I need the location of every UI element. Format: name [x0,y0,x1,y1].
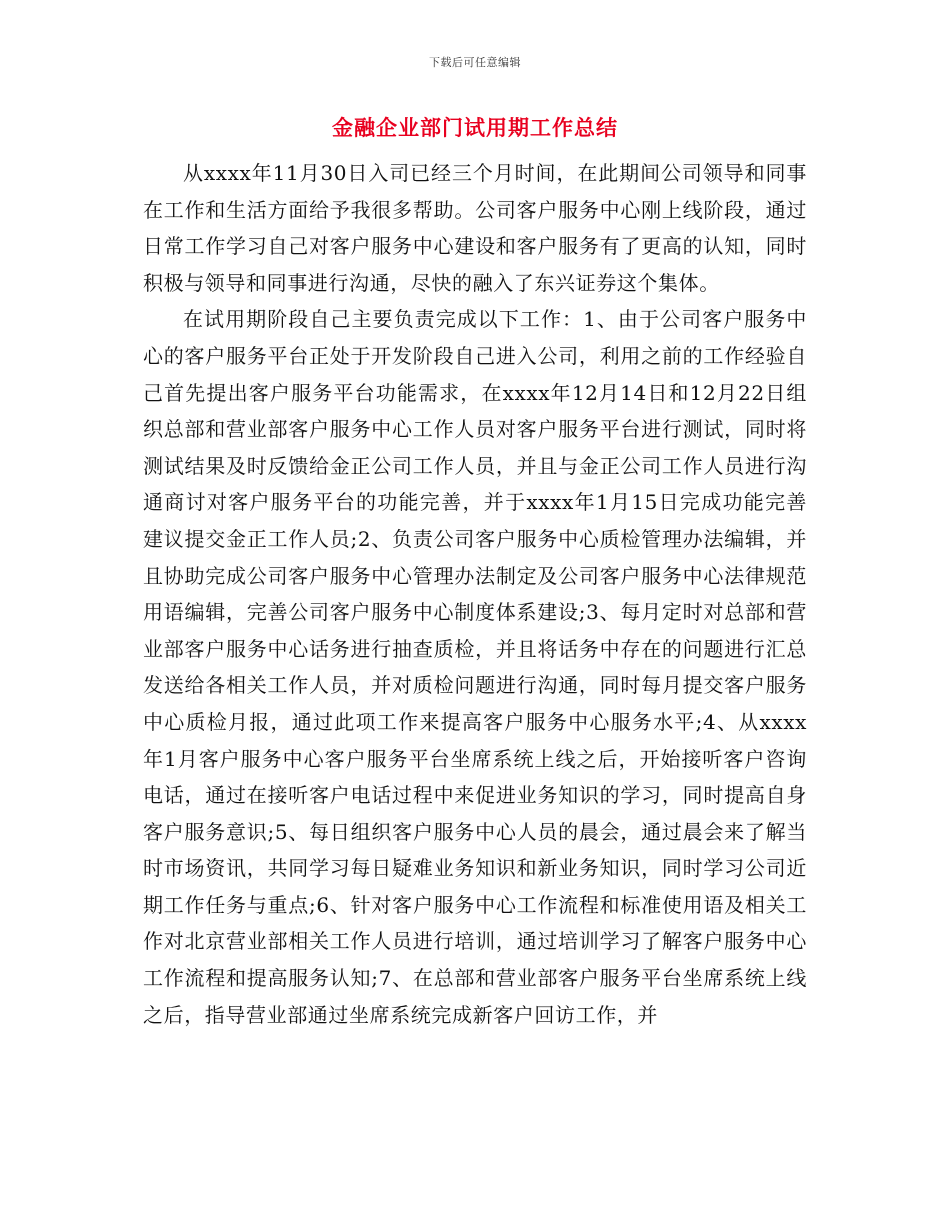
header-note: 下载后可任意编辑 [429,56,521,69]
document-body [143,155,807,1033]
paragraph-work-list: 在试用期阶段自己主要负责完成以下工作：1、由于公司客户服务中心的客户服务平台正处于开发阶段自己进入公司，利用之前的工作经验自己首先提出客户服务平台功能需求，在xxxx年12月14日和12月22日组织总部和营业部客户服务中心工作人员对客户服务平台进行测试，同时将测试结果及时反馈给金正公司工作人员，并且与金正公司工作人员进行沟通商讨对客户服务平台的功能完善，并于xxxx年1月15日完成功能完善建议提交金正工作人员;2、负责公司客户服务中心质检管理办法编辑，并且协助完成公司客户服务中心管理办法制定及公司客户服务中心法律规范用语编辑，完善公司客户服务中心制度体系建设;3、每月定时对总部和营业部客户服务中心话务进行抽查质检，并且将话务中存在的问题进行汇总发送给各相关工作人员，并对质检问题进行沟通，同时每月提交客户服务中心质检月报，通过此项工作来提高客户服务中心服务水平;4、从xxxx年1月客户服务中心客户服务平台坐席系统上线之后，开始接听客户咨询电话，通过在接听客户电话过程中来促进业务知识的学习，同时提高自身客户服务意识;5、每日组织客户服务中心人员的晨会，通过晨会来了解当时市场资讯，共同学习每日疑难业务知识和新业务知识，同时学习公司近期工作任务与重点;6、针对客户服务中心工作流程和标准使用语及相关工作对北京营业部相关工作人员进行培训，通过培训学习了解客户服务中心工作流程和提高服务认知;7、在总部和营业部客户服务平台坐席系统上线之后，指导营业部通过坐席系统完成新客户回访工作，并 [143,307,807,1027]
paragraph-intro: 从xxxx年11月30日入司已经三个月时间，在此期间公司领导和同事在工作和生活方面给予我很多帮助。公司客户服务中心刚上线阶段，通过日常工作学习自己对客户服务中心建设和客户服务有了更高的认知，同时积极与领导和同事进行沟通，尽快的融入了东兴证券这个集体。 [143,161,807,295]
document-title: 金融企业部门试用期工作总结 [332,116,618,140]
